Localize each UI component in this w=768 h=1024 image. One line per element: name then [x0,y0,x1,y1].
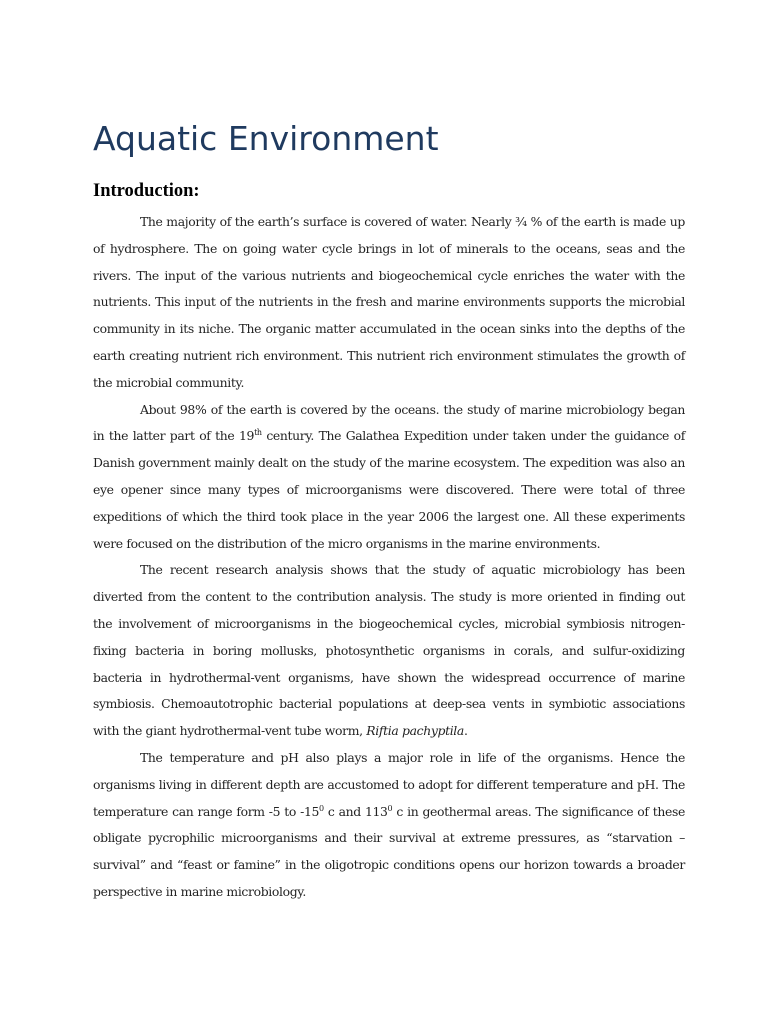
paragraph-3-text-a: The recent research analysis shows that the study of aquatic microbiology has been diverted from the content to the contribution analysis. The study is more oriented in finding out the involvement of microorganisms in the biogeochemical cycles, microbial symbiosis nitrogen-fixing bacteria in boring mollusks, photosynthetic organisms in corals, and sulfur-oxidizing bacteria in hydrothermal-vent organisms, have shown the widespread occurrence of marine symbiosis. Chemoautotrophic bacterial populations at deep-sea vents in symbiotic associations with the giant hydrothermal-vent tube worm, [93,562,685,739]
species-name: Riftia pachyptila [366,723,464,739]
paragraph-4-text-b: c and 113 [323,803,388,819]
paragraph-1: The majority of the earth’s surface is covered of water. Nearly ¾ % of the earth is made up of hydrosphere. The on going water cycle brings in lot of minerals to the oceans, seas and the rivers. The input of the various nutrients and biogeochemical cycle enriches the water with the nutrients. This input of the nutrients in the fresh and marine environments supports the microbial community in its niche. The organic matter accumulated in the ocean sinks into the depths of the earth creating nutrient rich environment. This nutrient rich environment stimulates the growth of the microbial community. [93,214,685,390]
document-title: Aquatic Environment [93,119,439,158]
body-text [93,209,685,906]
superscript-degree-2: 0 [387,803,393,813]
paragraph-2-text-a: About 98% of the earth is covered by the oceans. the study of marine microbiology began in the latter part of the 19 [93,401,685,444]
paragraph-3-text-b: . [463,723,468,739]
paragraph-2 [93,397,685,558]
superscript-th: th [254,428,262,438]
paragraph-4-text-a: The temperature and pH also plays a major role in life of the organisms. Hence the organisms living in different depth are accustomed to adopt for different temperature and pH. The temperature can range form -5 to -15 [93,749,685,819]
paragraph-4-text-c: c in geothermal areas. The significance of these obligate pycrophilic microorganisms and their survival at extreme pressures, as “starvation – survival” and “feast or famine” in the oligotropic conditions opens our horizon towards a broader perspective in marine microbiology. [93,803,685,899]
section-heading-introduction: Introduction: [93,181,200,201]
paragraph-4 [93,745,685,906]
paragraph-2-text-b: century. The Galathea Expedition under taken under the guidance of Danish government mainly dealt on the study of the marine ecosystem. The expedition was also an eye opener since many types of microorganisms were discovered. There were total of three expeditions of which the third took place in the year 2006 the largest one. All these experiments were focused on the distribution of the micro organisms in the marine environments. [93,428,685,551]
paragraph-3 [93,557,685,745]
superscript-degree-1: 0 [319,803,324,813]
